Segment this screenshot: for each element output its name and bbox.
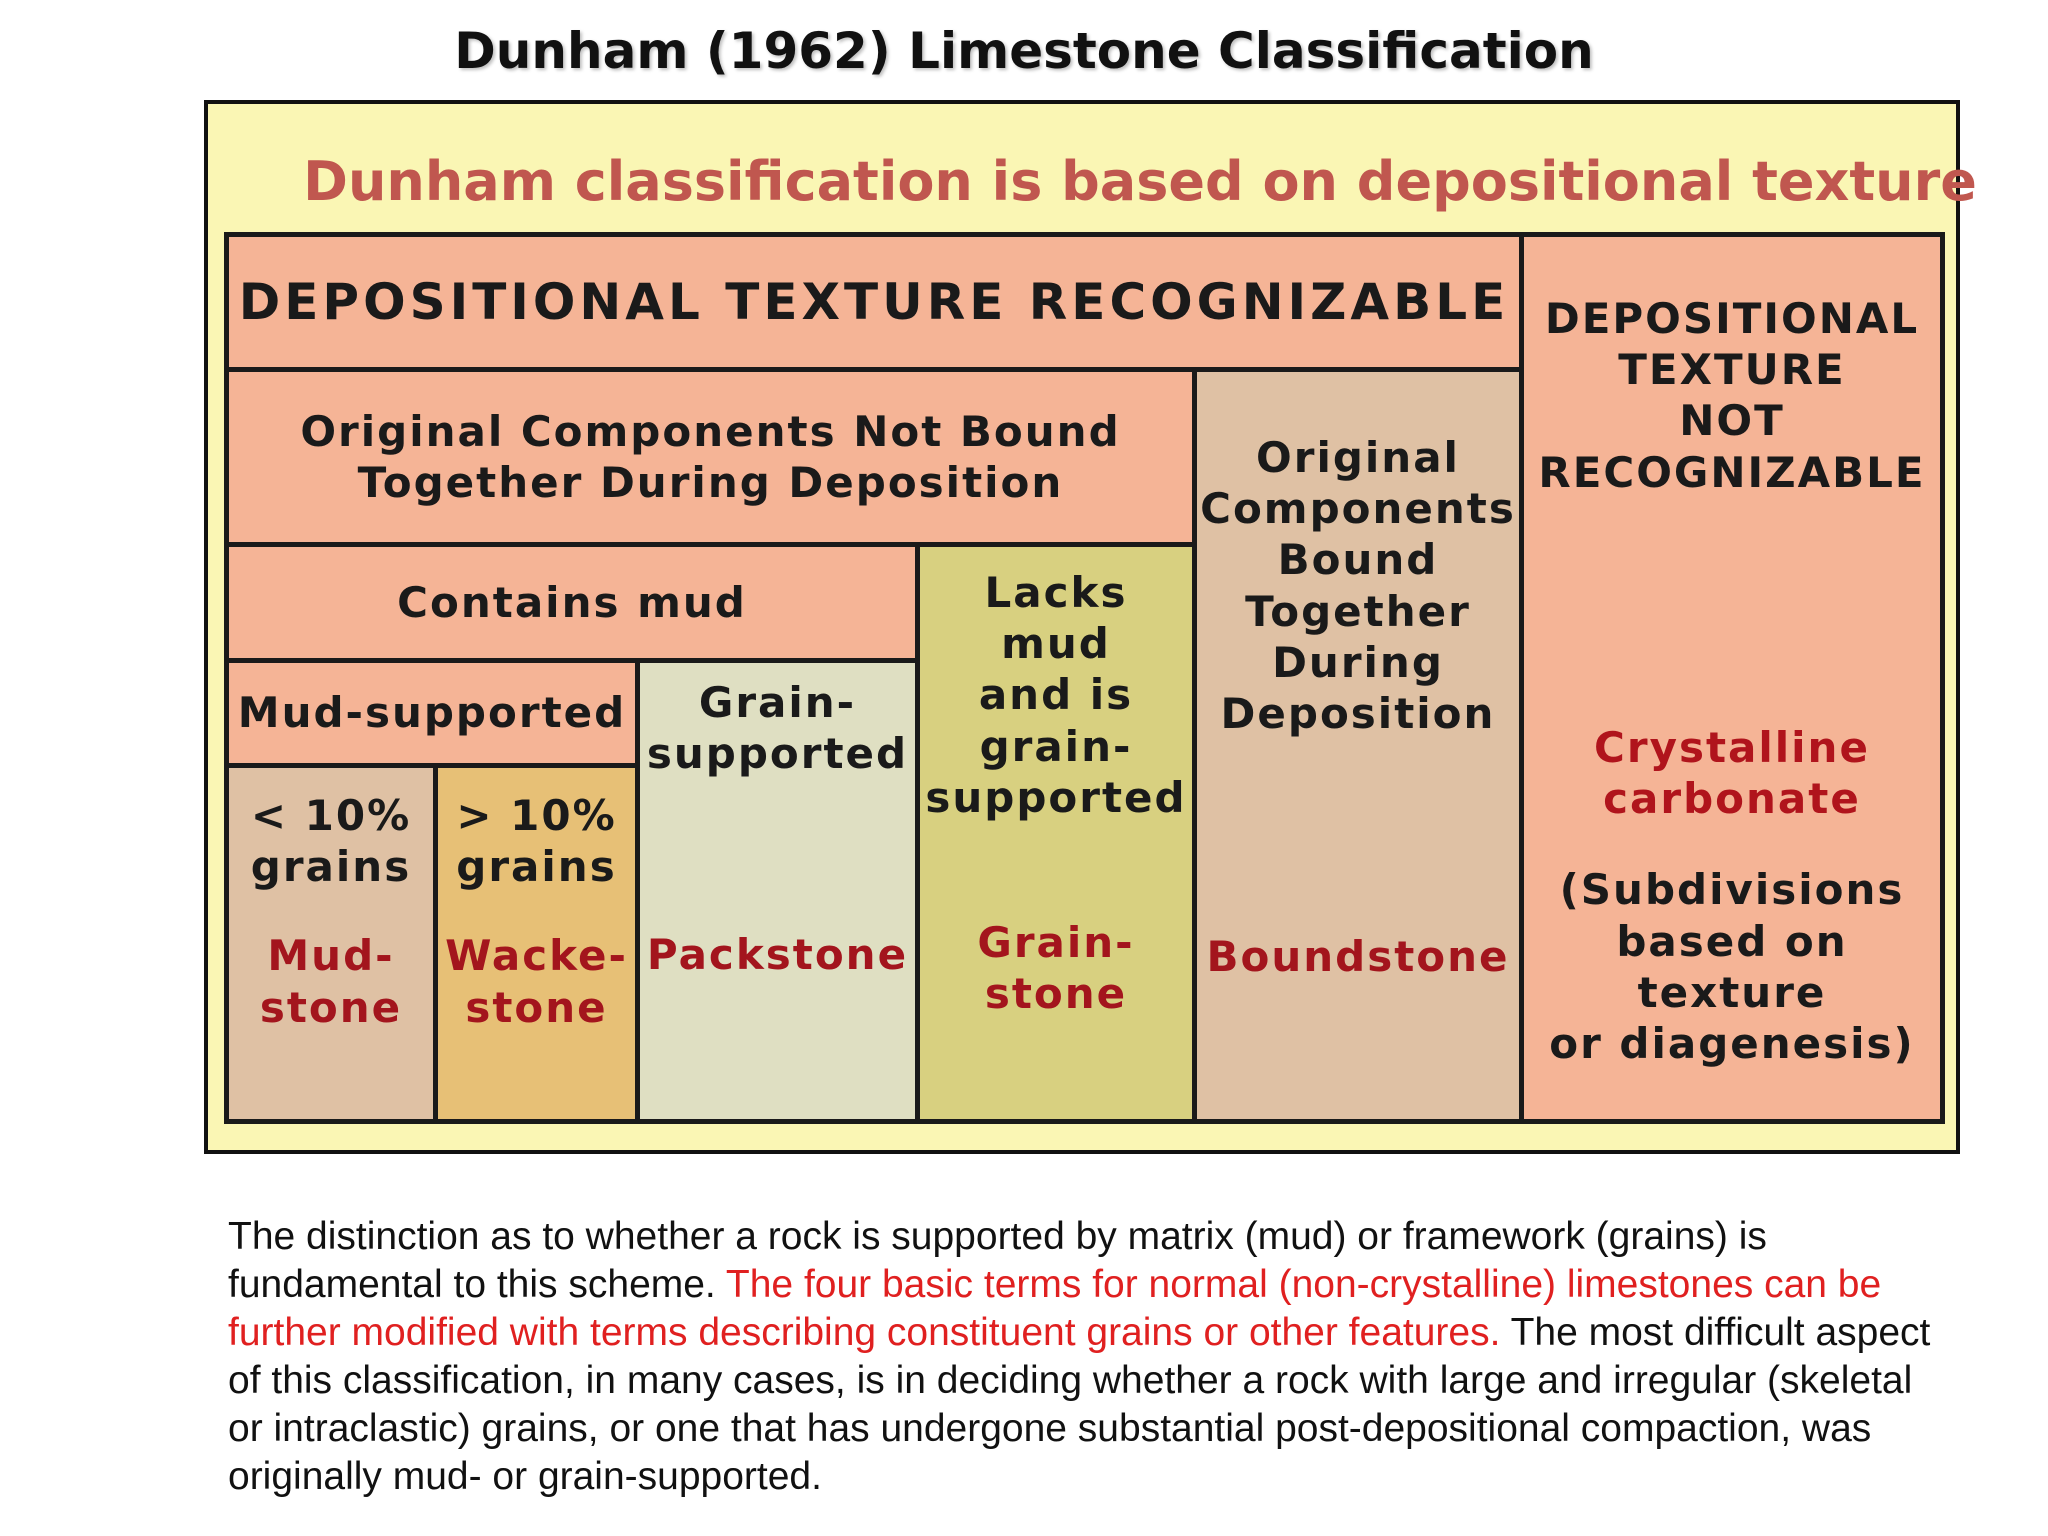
recognizable-header-label: DEPOSITIONAL TEXTURE RECOGNIZABLE — [238, 272, 1510, 331]
paragraph-part-1: The distinction as to whether a rock is supported by matrix (mud) or framework (grains) is fundamental to this scheme. — [228, 1215, 1767, 1306]
mud-supported-cell — [224, 658, 640, 768]
grain-supported-label: Grain- supported — [646, 678, 909, 779]
packstone-name: Packstone — [646, 930, 909, 980]
grainstone-name: Grain- stone — [977, 918, 1135, 1019]
slide-title: Dunham (1962) Limestone Classification — [454, 22, 1594, 80]
crystalline-carbonate-name: Crystalline carbonate — [1594, 722, 1870, 824]
boundstone-name: Boundstone — [1206, 932, 1510, 982]
mudstone-name: Mud- stone — [259, 931, 403, 1032]
not-recognizable-cell — [1519, 232, 1945, 1124]
paragraph-part-3: The most difficult aspect of this classification, in many cases, is in deciding whether a rock with large and irregular (skeletal or intraclastic) grains, or one that has undergone substantial post-depositional compaction, was originally mud- or grain-supported. — [228, 1311, 1931, 1498]
wackestone-cell — [433, 763, 640, 1124]
paragraph-highlight: The four basic terms for normal (non-crystalline) limestones can be further modified with terms describing constituent grains or other features. — [228, 1263, 1882, 1354]
recognizable-header-cell — [224, 232, 1524, 372]
contains-mud-cell — [224, 542, 920, 663]
subdivisions-note: (Subdivisions based on texture or diagenesis) — [1549, 865, 1915, 1069]
wackestone-name: Wacke- stone — [445, 931, 628, 1032]
contains-mud-label: Contains mud — [397, 577, 747, 627]
not-recognizable-label: DEPOSITIONAL TEXTURE NOT RECOGNIZABLE — [1538, 294, 1926, 497]
not-bound-label: Original Components Not Bound Together During Deposition — [300, 406, 1121, 507]
mudstone-cell — [224, 763, 438, 1124]
diagram-subtitle: Dunham classification is based on depositional texture — [303, 150, 1977, 213]
grainstone-cell — [915, 542, 1197, 1124]
gt10-grains-label: > 10% grains — [456, 791, 617, 892]
explanation-paragraph — [228, 1213, 1948, 1501]
lt10-grains-label: < 10% grains — [250, 791, 412, 892]
bound-together-cell — [1192, 367, 1524, 1124]
packstone-cell — [635, 658, 920, 1124]
not-bound-cell — [224, 367, 1197, 547]
lacks-mud-label: Lacks mud and is grain- supported — [925, 568, 1187, 822]
bound-together-label: Original Components Bound Together During Deposition — [1200, 433, 1516, 739]
mud-supported-label: Mud-supported — [237, 688, 627, 738]
